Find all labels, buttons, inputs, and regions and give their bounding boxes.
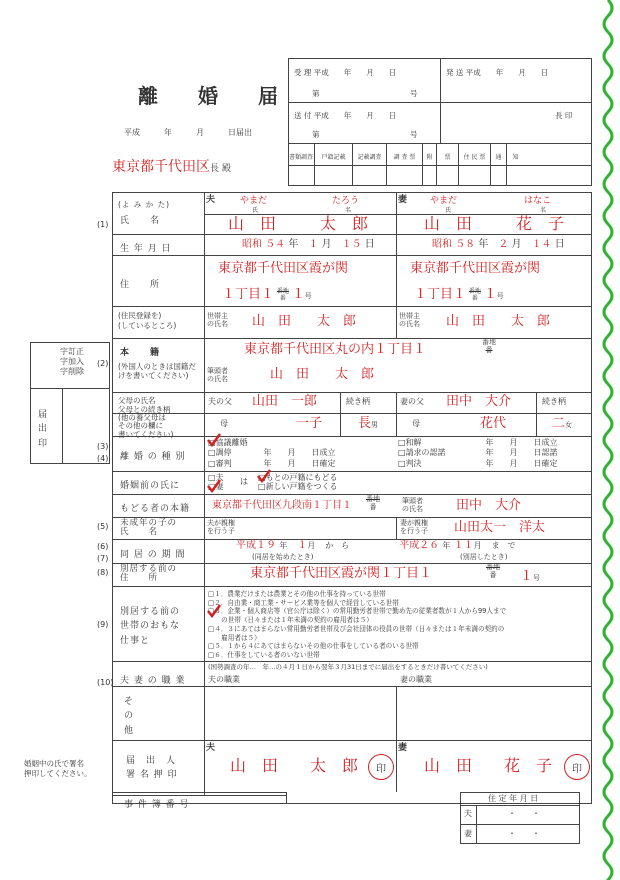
office-dispatch: 発 送 平成 年 月 日 — [446, 68, 549, 77]
wife-seal: 印 — [564, 754, 590, 780]
husband-father: 山田 一郎 — [252, 394, 318, 409]
office-check-6: 住 民 票 — [458, 143, 490, 186]
honseki: 東京都千代田区丸の内１丁目１ — [244, 342, 427, 357]
wife-mei: 花 子 — [516, 214, 565, 233]
chief-seal-label: 長 印 — [555, 111, 573, 120]
side-note: 婚姻中の氏で署名 押印してください。 — [24, 759, 92, 778]
office-delivered: 送 付 平成 年 月 日 — [294, 111, 397, 120]
submit-date: 平成 年 月 日届出 — [124, 128, 252, 137]
separate-address: 東京都千代田区霞が関１丁目１ — [250, 566, 433, 581]
husband-signature: 山 田 太 郎 — [230, 756, 359, 775]
check-mark-kyogi — [206, 433, 222, 447]
husband-kana-mei: たろう — [332, 196, 360, 206]
husband-householder: 山 田 太 郎 — [252, 314, 357, 329]
office-receipt: 受 理 平成 年 月 日 — [294, 68, 397, 77]
divorce-type-right: □和解 年 月 日成立 □請求の認諾 年 月 日認諾 □判決 年 月 日確定 — [398, 438, 558, 468]
wife-birth: 昭和 ５８ 年 ２ 月 １４ 日 — [432, 239, 565, 250]
wife-sei: 山 田 — [424, 214, 473, 233]
office-check-0: 書類調査 — [288, 154, 313, 161]
form-title: 離 婚 届 — [138, 84, 278, 108]
divorce-type-left: □協議離婚 □調停 年 月 日成立 □審判 年 月 日確定 — [208, 438, 336, 468]
office-check-4: 附 — [422, 143, 436, 186]
wife-kana-sei: やまだ — [430, 196, 458, 206]
husband-birth: 昭和 ５４ 年 １ 月 １５ 日 — [242, 239, 375, 250]
wavy-border — [596, 0, 620, 880]
office-check-7: 通 — [490, 143, 506, 186]
husband-seal: 印 — [368, 754, 394, 780]
husband-mother: 一子 — [296, 416, 323, 431]
check-mark-wife — [206, 479, 222, 493]
work-options: □１．農業だけまたは農業とその他の仕事を持っている世帯 □２．自由業・商工業・サービス業等を個人で経営している世帯 □３．企業・個人商店等（官公庁は除く）の常用勤労者世帯で勤め先の従業者数が１人から99人まで の世帯（日々または１年未満の契約の雇用者は５） □４．３にあてはまらない常用勤労者世帯及び会社団体の役員の世帯（日々または１年未満の契約の 雇用者は５） □５．１から４にあてはまらないその他の仕事をしている者のいる世帯 □６．仕事をしている者のいない世帯 — [208, 590, 507, 659]
office-check-8: 知 — [506, 143, 524, 186]
children-wife: 山田太一 洋太 — [454, 520, 546, 535]
honseki-head: 山 田 太 郎 — [270, 367, 375, 382]
wife-father: 田中 大介 — [446, 394, 512, 409]
addressee: 東京都千代田区長 殿 — [112, 159, 231, 175]
husband-mei: 太 郎 — [320, 214, 369, 233]
check-mark-work-3 — [206, 604, 222, 618]
husband-sei: 山 田 — [228, 214, 277, 233]
office-check-5: 票 — [436, 143, 458, 186]
husband-kana-sei: やまだ — [240, 196, 268, 206]
wife-signature: 山 田 花 子 — [424, 756, 553, 775]
wife-address: 東京都千代田区霞が関 — [410, 261, 541, 276]
wife-householder: 山 田 太 郎 — [446, 314, 551, 329]
restore-head: 田中 大介 — [456, 498, 522, 513]
wife-mother: 花代 — [480, 416, 507, 431]
check-mark-return — [256, 469, 272, 483]
cohabit-period: 平成１９ 年 １月 か ら 平成２６ 年 １１月 ま で — [236, 540, 516, 551]
office-check-2: 記載調査 — [352, 143, 386, 186]
office-check-3: 調 査 票 — [386, 143, 422, 186]
restore-honseki: 東京都千代田区九段南１丁目１ — [212, 500, 352, 511]
office-check-1: 戸籍記載 — [314, 143, 352, 186]
wife-kana-mei: はなこ — [524, 196, 552, 206]
husband-address: 東京都千代田区霞が関 — [218, 261, 349, 276]
